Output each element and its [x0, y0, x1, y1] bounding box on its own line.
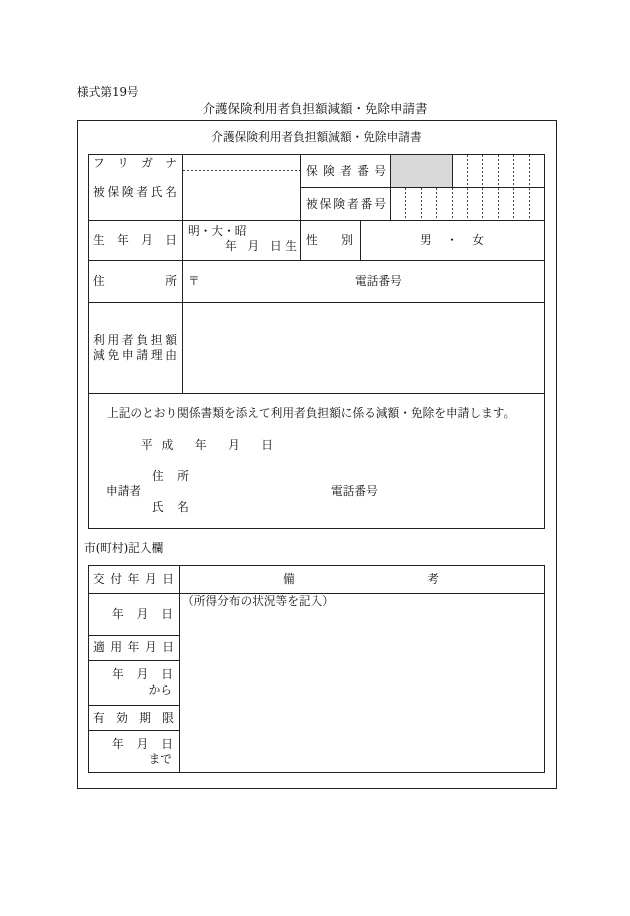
valid-until-format: 年 月 日: [112, 737, 173, 751]
document-title: 介護保険利用者負担額減額・免除申請書: [202, 101, 428, 116]
birthdate-label: 生 年 月 日: [93, 233, 177, 247]
applicant-label: 申請者: [106, 484, 142, 498]
remarks-label: 備 考: [283, 572, 439, 586]
insured-name-label: 被保険者氏名: [93, 185, 177, 199]
reason-label-line-2: 減免申請理由: [93, 348, 177, 362]
postal-mark: 〒: [188, 274, 200, 288]
form-number: 様式第19号: [77, 85, 139, 99]
furigana-label: フ リ ガ ナ: [93, 156, 177, 170]
sex-options: 男 ・ 女: [420, 233, 484, 247]
effective-from-suffix: から: [148, 683, 172, 697]
effective-date-format: 年 月 日: [112, 667, 173, 681]
declaration-text: 上記のとおり関係書類を添えて利用者負担額に係る減額・免除を申請します。: [107, 406, 516, 420]
issue-date-label: 交 付 年 月 日: [93, 572, 174, 586]
applicant-name-label: 氏 名: [152, 500, 189, 514]
remarks-note: （所得分布の状況等を記入）: [182, 594, 334, 608]
applicant-address-label: 住 所: [152, 469, 189, 483]
valid-until-suffix: まで: [148, 752, 172, 766]
phone-label: 電話番号: [355, 274, 402, 288]
applicant-phone-label: 電話番号: [331, 484, 378, 498]
address-label: 住 所: [93, 274, 177, 288]
insured-number-label: 被保険者番号: [306, 197, 386, 211]
birthdate-format: 年 月 日生: [225, 239, 297, 253]
issue-date-format: 年 月 日: [112, 607, 173, 621]
insurer-number-label: 保 険 者 番 号: [306, 164, 386, 178]
application-date: 平成 年 月 日: [141, 438, 273, 452]
effective-date-label: 適 用 年 月 日: [93, 640, 174, 654]
valid-until-label: 有 効 期 限: [93, 711, 174, 725]
reason-label-line-1: 利用者負担額: [93, 333, 177, 347]
insurer-number-shaded-cell: [391, 155, 453, 188]
sex-label: 性 別: [306, 233, 353, 247]
municipal-section-heading: 市(町村)記入欄: [84, 541, 164, 555]
birthdate-eras: 明・大・昭: [188, 224, 247, 238]
form-heading: 介護保険利用者負担額減額・免除申請書: [211, 130, 422, 144]
